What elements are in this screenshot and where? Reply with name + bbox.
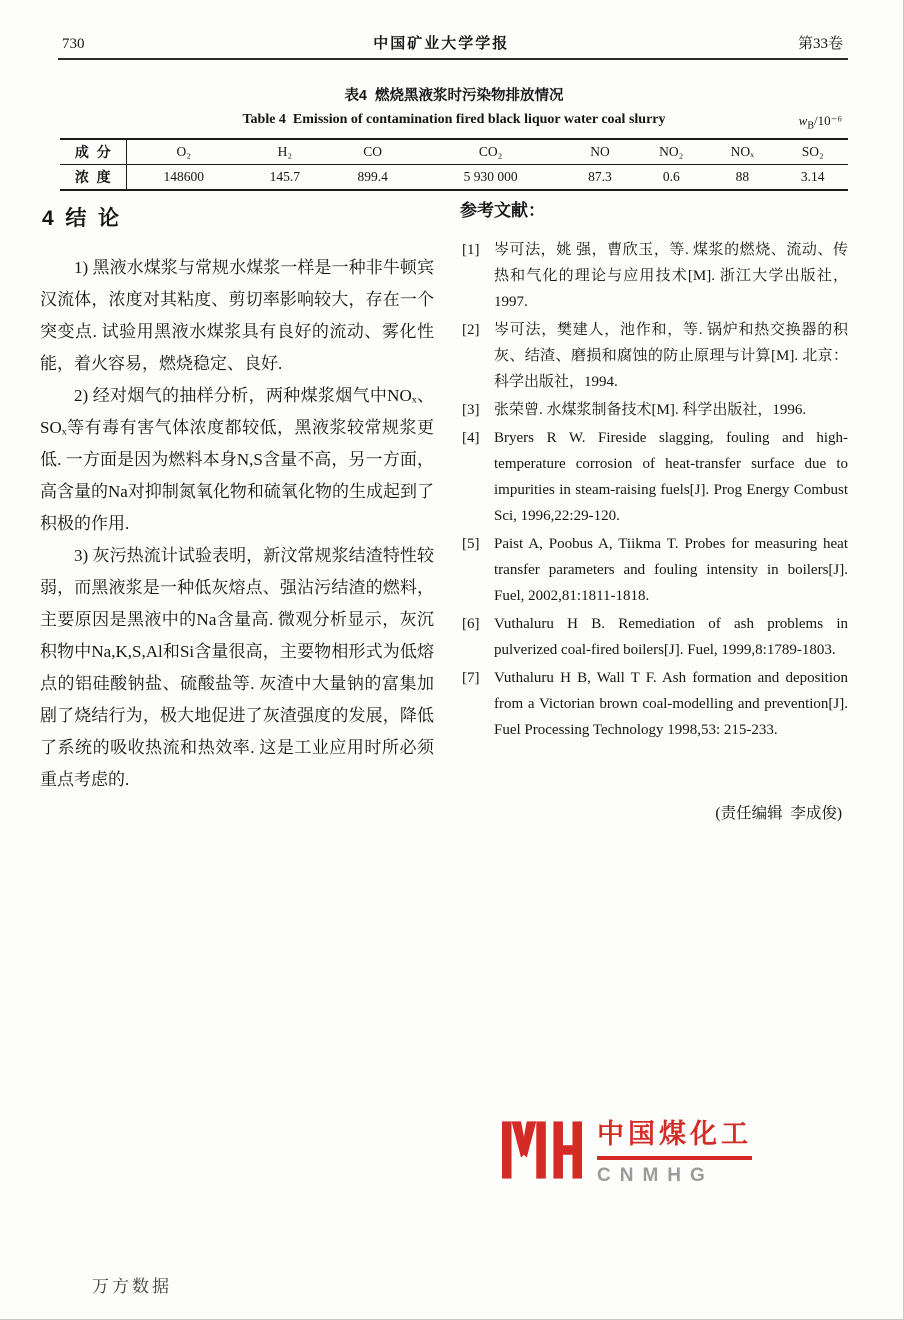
reference-text: Vuthaluru H B. Remediation of ash problems in pulverized coal-fired boilers[J]. Fuel, 1999,8:1789-1803. <box>494 616 848 658</box>
page-number: 730 <box>62 36 85 52</box>
journal-title: 中国矿业大学学报 <box>373 36 510 52</box>
table-cell: 88 <box>735 169 750 184</box>
reference-item <box>460 611 848 663</box>
conclusion-paragraph-1: 1) 黑液水煤浆与常规水煤浆一样是一种非牛顿宾汉流体，浓度对其粘度、剪切率影响较大，存在一个突变点. 试验用黑液水煤浆具有良好的流动、雾化性能，着火容易，燃烧稳定、良好. <box>40 258 434 373</box>
logo-rule <box>597 1156 752 1160</box>
reference-text: 张荣曾. 水煤浆制备技术[M]. 科学出版社，1996. <box>494 402 807 418</box>
table-header-row <box>60 139 848 165</box>
table-col-header: SO₂ <box>801 144 824 159</box>
reference-number: [7] <box>462 670 480 686</box>
logo-name-zh: 中国煤化工 <box>597 1119 752 1149</box>
logo-text <box>597 1112 752 1187</box>
reference-item <box>460 665 848 743</box>
reference-number: [1] <box>462 242 480 258</box>
unit-symbol: w <box>798 113 808 128</box>
body-columns <box>40 192 848 823</box>
table-stub-concentration: 浓 度 <box>60 165 126 191</box>
table-col-header: NO₂ <box>659 144 684 159</box>
table-cell: 145.7 <box>269 169 301 184</box>
table-cell: 87.3 <box>588 169 612 184</box>
table-col-header: O₂ <box>176 144 191 159</box>
logo-name-en: CNMHG <box>597 1165 714 1186</box>
unit-suffix: /10⁻⁶ <box>813 113 842 128</box>
table-col-header: H₂ <box>277 144 293 159</box>
conclusion-paragraph-3: 3) 灰污热流计试验表明，新汶常规浆结渣特性较弱，而黑液浆是一种低灰熔点、强沾污结渣的燃料，主要原因是黑液中的Na含量高. 微观分析显示，灰沉积物中Na,K,S,Al和Si含量很高，主要物相形式为低熔点的铝硅酸钠盐、硫酸盐等. 灰渣中大量钠的富集加剧了烧结行为，极大地促进了灰渣强度的发展，降低了系统的吸收热流和热效率. 这是工业应用时所必须重点考虑的. <box>40 546 434 789</box>
table-col-header: CO₂ <box>478 144 503 159</box>
table-cell: 148600 <box>163 169 204 184</box>
emission-table-block <box>60 84 848 191</box>
publisher-logo <box>502 1112 752 1187</box>
conclusion-column <box>40 192 434 823</box>
reference-number: [6] <box>462 616 480 632</box>
reference-item <box>460 237 848 315</box>
references-column <box>460 192 848 823</box>
table-caption-zh: 表4 燃烧黑液浆时污染物排放情况 <box>344 88 564 104</box>
header-rule <box>58 58 848 60</box>
table-stub-component: 成 分 <box>60 139 126 165</box>
reference-text: Vuthaluru H B, Wall T F. Ash formation and deposition from a Victorian brown coal-modelling and prevention[J]. Fuel Processing Technology 1998,53: 215-233. <box>494 670 848 738</box>
reference-text: 岑可法，樊建人，池作和，等. 锅炉和热交换器的积灰、结渣、磨损和腐蚀的防止原理与计算[M]. 北京：科学出版社，1994. <box>494 322 848 390</box>
reference-number: [3] <box>462 402 480 418</box>
reference-text: Paist A, Poobus A, Tiikma T. Probes for measuring heat transfer parameters and fouling intensity in boilers[J]. Fuel, 2002,81:1811-1818. <box>494 536 848 604</box>
volume-label: 第33卷 <box>797 36 843 52</box>
table-cell: 3.14 <box>800 169 825 184</box>
reference-text: 岑可法，姚 强，曹欣玉，等. 煤浆的燃烧、流动、传热和气化的理论与应用技术[M]. 浙江大学出版社，1997. <box>494 242 848 310</box>
reference-text: Bryers R W. Fireside slagging, fouling and high-temperature corrosion of heat-transfer surface due to impurities in steam-raising fuels[J]. Prog Energy Combust Sci, 1996,22:29-120. <box>494 430 848 524</box>
table-cell: 5 930 000 <box>463 169 518 184</box>
reference-item <box>460 531 848 609</box>
table-unit <box>799 113 842 132</box>
reference-item <box>460 317 848 395</box>
table-caption-row <box>60 112 848 132</box>
editor-note: (责任编辑 李成俊) <box>715 805 842 822</box>
references-heading: 参考文献： <box>460 201 545 220</box>
table-cell: 899.4 <box>357 169 388 184</box>
emission-table <box>60 138 848 191</box>
table-cell: 0.6 <box>662 169 680 184</box>
cnmhg-logo-icon <box>502 1118 582 1182</box>
reference-number: [4] <box>462 430 480 446</box>
table-caption-en: Table 4 Emission of contamination fired black liquor water coal slurry <box>242 112 666 127</box>
conclusion-heading: 4 结 论 <box>42 207 120 230</box>
conclusion-paragraph-2: 2) 经对烟气的抽样分析，两种煤浆烟气中NOₓ、SOₓ等有毒有害气体浓度都较低，黑液浆较常规浆更低. 一方面是因为燃料本身N,S含量不高，另一方面，高含量的Na对抑制氮氧化物和硫氧化物的生成起到了积极的作用. <box>40 386 434 533</box>
reference-number: [5] <box>462 536 480 552</box>
unit-subscript: B <box>807 120 814 132</box>
table-col-header: CO <box>363 144 383 159</box>
reference-number: [2] <box>462 322 480 338</box>
table-col-header: NOₓ <box>730 144 755 159</box>
reference-item <box>460 397 848 423</box>
table-value-row <box>60 165 848 191</box>
page-header <box>62 32 843 53</box>
reference-item <box>460 425 848 529</box>
wanfang-watermark: 万方数据 <box>92 1277 172 1296</box>
table-col-header: NO <box>590 144 610 159</box>
